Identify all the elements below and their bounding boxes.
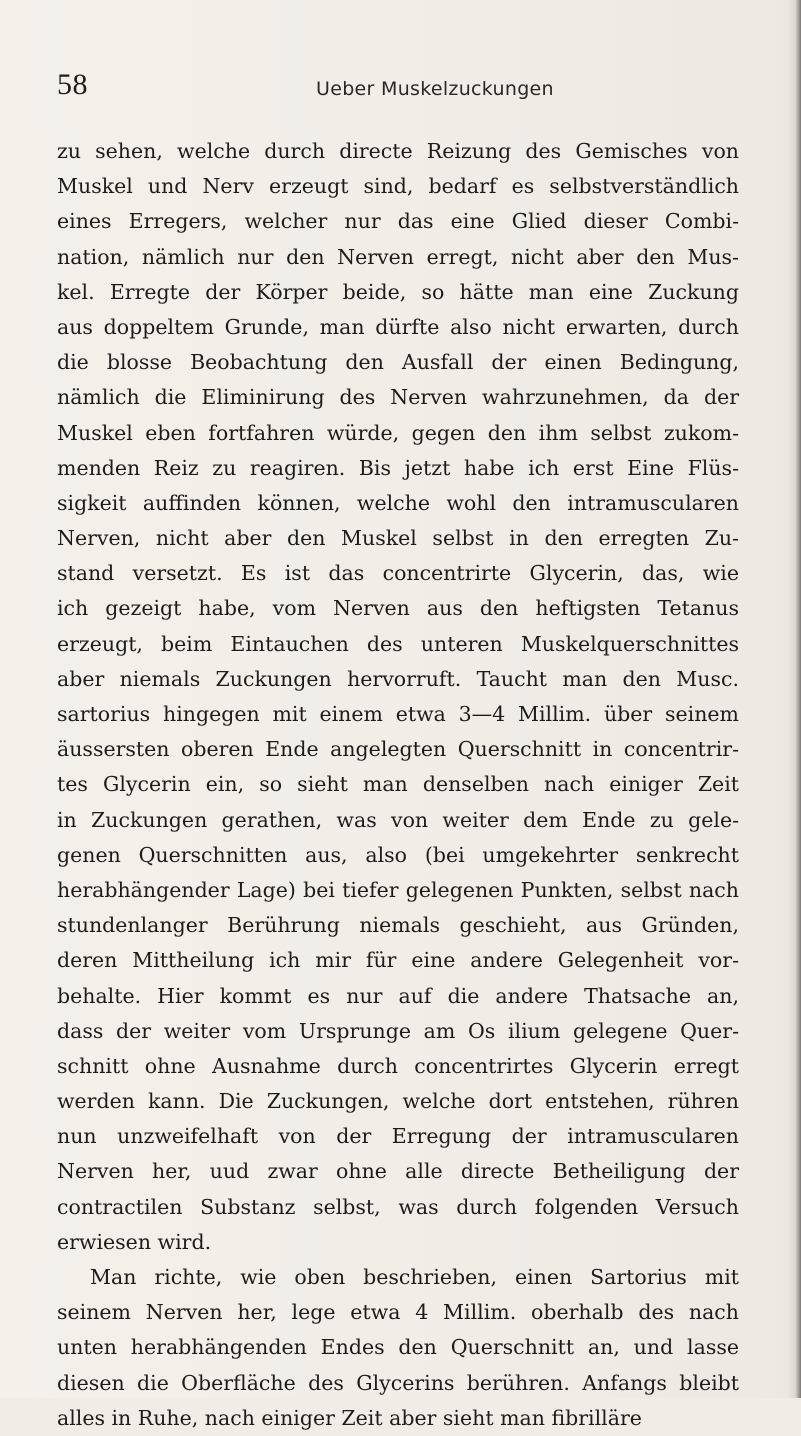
text-line: erwiesen wird. [57, 1229, 212, 1254]
text-line: in Zuckungen gerathen, was von weiter dem Ende zu gele- [57, 807, 739, 832]
text-line: nämlich die Eliminirung des Nerven wahrzunehmen, da der [57, 385, 739, 410]
text-line: Muskel und Nerv erzeugt sind, bedarf es selbstverständlich [57, 174, 739, 199]
text-line: genen Querschnitten aus, also (bei umgekehrter senkrecht [57, 842, 739, 867]
page-number: 58 [57, 68, 88, 101]
paragraph [57, 1260, 739, 1436]
text-line: alles in Ruhe, nach einiger Zeit aber sieht man fibrilläre [57, 1405, 642, 1430]
text-line: menden Reiz zu reagiren. Bis jetzt habe ich erst Eine Flüs- [57, 455, 739, 480]
running-title: Ueber Muskelzuckungen [316, 78, 554, 100]
text-line: sartorius hingegen mit einem etwa 3—4 Millim. über seinem [57, 702, 739, 726]
text-line: werden kann. Die Zuckungen, welche dort entstehen, rühren [57, 1089, 739, 1114]
text-line: Nerven, nicht aber den Muskel selbst in den erregten Zu- [57, 526, 739, 551]
text-line: die blosse Beobachtung den Ausfall der einen Bedingung, [57, 350, 739, 375]
text-line: nun unzweifelhaft von der Erregung der intramuscularen [57, 1124, 739, 1149]
text-line: herabhängender Lage) bei tiefer gelegenen Punkten, selbst nach [57, 877, 739, 902]
text-line: Man richte, wie oben beschrieben, einen Sartorius mit [90, 1265, 739, 1289]
text-line: diesen die Oberfläche des Glycerins berühren. Anfangs bleibt [57, 1370, 739, 1395]
text-line: tes Glycerin ein, so sieht man denselben nach einiger Zeit [57, 772, 739, 797]
text-line: behalte. Hier kommt es nur auf die andere Thatsache an, [57, 983, 739, 1008]
text-line: Muskel eben fortfahren würde, gegen den ihm selbst zukom- [57, 420, 739, 445]
body-text [57, 134, 739, 1436]
text-line: contractilen Substanz selbst, was durch folgenden Versuch [57, 1194, 739, 1219]
text-line: kel. Erregte der Körper beide, so hätte man eine Zuckung [57, 279, 739, 304]
paragraph [57, 134, 739, 1260]
text-line: stundenlanger Berührung niemals geschieht, aus Gründen, [57, 913, 739, 938]
text-line: äussersten oberen Ende angelegten Querschnitt in concentrir- [57, 737, 739, 762]
text-line: aber niemals Zuckungen hervorruft. Taucht man den Musc. [57, 666, 739, 691]
text-line: unten herabhängenden Endes den Querschnitt an, und lasse [57, 1335, 739, 1360]
text-line: sigkeit auffinden können, welche wohl den intramuscularen [57, 490, 739, 515]
text-line: Nerven her, uud zwar ohne alle directe Betheiligung der [57, 1159, 739, 1184]
text-line: stand versetzt. Es ist das concentrirte Glycerin, das, wie [57, 561, 739, 586]
text-line: eines Erregers, welcher nur das eine Glied dieser Combi- [57, 209, 739, 234]
text-line: zu sehen, welche durch directe Reizung des Gemisches von [57, 139, 739, 163]
text-line: schnitt ohne Ausnahme durch concentrirtes Glycerin erregt [57, 1053, 739, 1078]
text-line: seinem Nerven her, lege etwa 4 Millim. oberhalb des nach [57, 1300, 739, 1325]
text-line: ich gezeigt habe, vom Nerven aus den heftigsten Tetanus [57, 596, 739, 621]
text-line: erzeugt, beim Eintauchen des unteren Muskelquerschnittes [57, 631, 739, 656]
text-line: dass der weiter vom Ursprunge am Os ilium gelegene Quer- [57, 1018, 739, 1043]
text-line: nation, nämlich nur den Nerven erregt, nicht aber den Mus- [57, 244, 739, 269]
text-line: deren Mittheilung ich mir für eine andere Gelegenheit vor- [57, 948, 739, 973]
page-edge-shadow [787, 0, 801, 1398]
text-line: aus doppeltem Grunde, man dürfte also nicht erwarten, durch [57, 314, 739, 339]
